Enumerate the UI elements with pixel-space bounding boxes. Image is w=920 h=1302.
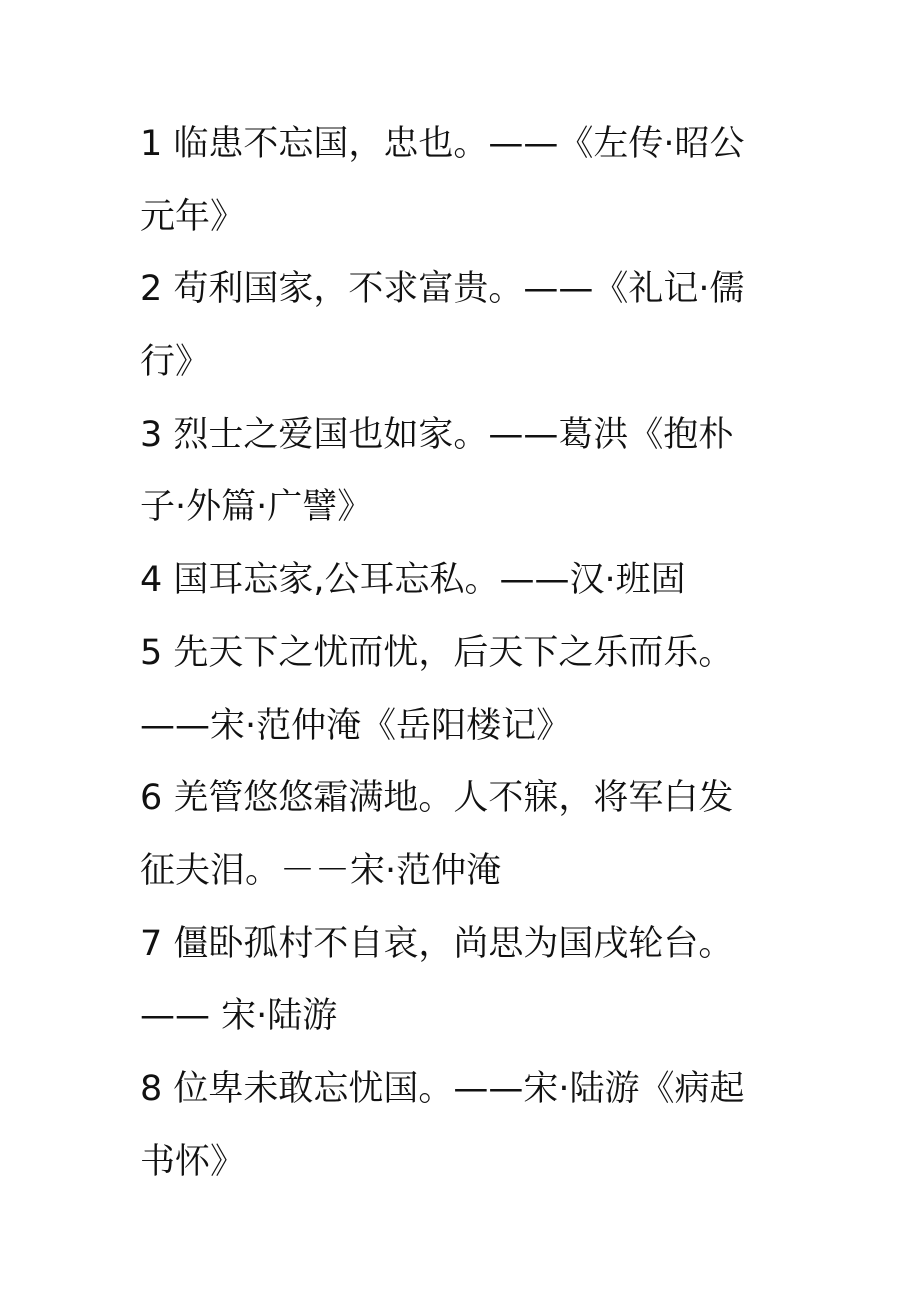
text-line-13: —— 宋·陆游	[140, 996, 338, 1037]
text-line-9: ——宋·范仲淹《岳阳楼记》	[140, 705, 572, 746]
text-line-2: 元年》	[140, 196, 246, 237]
text-line-12: 7 僵卧孤村不自哀，尚思为国戌轮台。	[140, 923, 734, 964]
text-line-3: 2 苟利国家，不求富贵。——《礼记·儒	[140, 269, 745, 310]
quote-list	[140, 108, 780, 1198]
text-line-10: 6 羌管悠悠霜满地。人不寐，将军白发	[140, 778, 734, 819]
text-line-14: 8 位卑未敢忘忧国。——宋·陆游《病起	[140, 1068, 745, 1109]
text-line-7: 4 国耳忘家,公耳忘私。——汉·班固	[140, 560, 686, 601]
text-line-11: 征夫泪。－－宋·范仲淹	[140, 850, 502, 891]
text-line-5: 3 烈士之爱国也如家。——葛洪《抱朴	[140, 414, 734, 455]
text-line-1: 1 临患不忘国，忠也。——《左传·昭公	[140, 124, 745, 164]
text-line-15: 书怀》	[140, 1141, 246, 1182]
text-line-4: 行》	[140, 342, 211, 383]
text-line-6: 子·外篇·广譬》	[140, 487, 373, 528]
text-line-8: 5 先天下之忧而忧，后天下之乐而乐。	[140, 632, 734, 673]
